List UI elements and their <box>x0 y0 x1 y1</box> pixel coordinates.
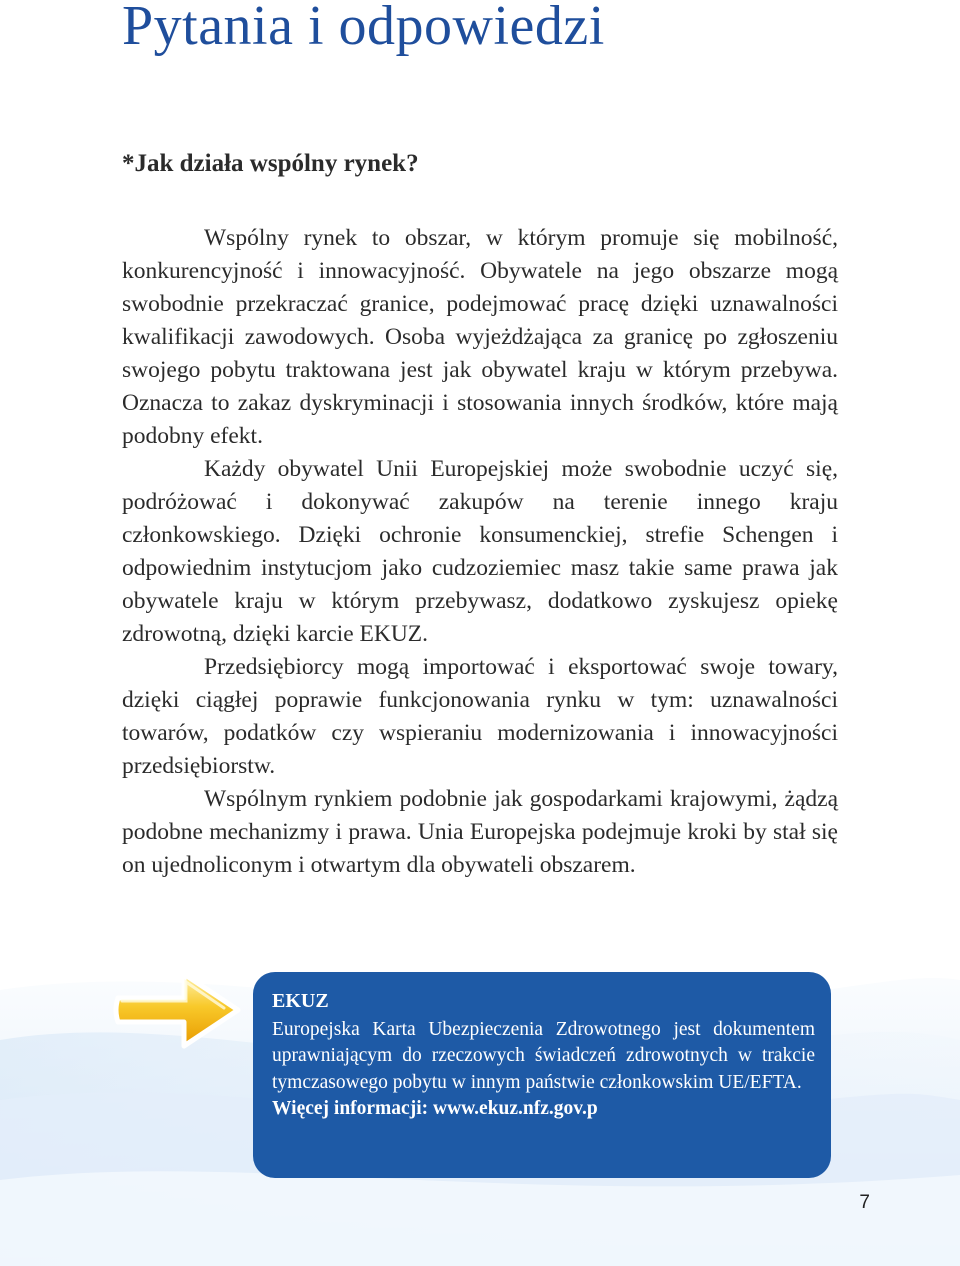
question-heading: *Jak działa wspólny rynek? <box>122 150 419 177</box>
paragraph-3: Przedsiębiorcy mogą importować i eksportować swoje towary, dzięki ciągłej poprawie funkcjonowania rynku w tym: uznawalności towarów, podatków czy wspieraniu modernizowania i innowacyjności przedsiębiorstw. <box>122 654 838 779</box>
info-box-title: EKUZ <box>272 990 329 1012</box>
answer-body <box>122 222 838 882</box>
paragraph-4: Wspólnym rynkiem podobnie jak gospodarkami krajowymi, żądzą podobne mechanizmy i prawa. Unia Europejska podejmuje kroki by stał się on ujednoliconym i otwartym dla obywateli obszarem. <box>122 786 838 878</box>
info-box-text: Europejska Karta Ubezpieczenia Zdrowotnego jest dokumentem uprawniającym do rzeczowych świadczeń zdrowotnych w trakcie tymczasowego pobytu w innym państwie członkowskim UE/EFTA. <box>272 1018 815 1093</box>
arrow-right-icon <box>112 964 244 1056</box>
paragraph-2: Każdy obywatel Unii Europejskiej może swobodnie uczyć się, podróżować i dokonywać zakupów na terenie innego kraju członkowskiego. Dzięki ochronie konsumenckiej, strefie Schengen i odpowiednim instytucjom jako cudzoziemiec masz takie same prawa jak obywatele kraju w którym przebywasz, dodatkowo zyskujesz opiekę zdrowotną, dzięki karcie EKUZ. <box>122 456 838 647</box>
ekuz-info-box <box>253 972 831 1178</box>
info-box-link[interactable]: Więcej informacji: www.ekuz.nfz.gov.p <box>272 1098 598 1119</box>
page-number: 7 <box>859 1192 870 1213</box>
page-title: Pytania i odpowiedzi <box>122 0 605 57</box>
paragraph-1: Wspólny rynek to obszar, w którym promuje się mobilność, konkurencyjność i innowacyjność. Obywatele na jego obszarze mogą swobodnie przekraczać granice, podejmować pracę dzięki uznawalności kwalifikacji zawodowych. Osoba wyjeżdżająca za granicę po zgłoszeniu swojego pobytu traktowana jest jak obywatel kraju w którym przebywa. Oznacza to zakaz dyskryminacji i stosowania innych środków, które mają podobny efekt. <box>122 225 838 449</box>
